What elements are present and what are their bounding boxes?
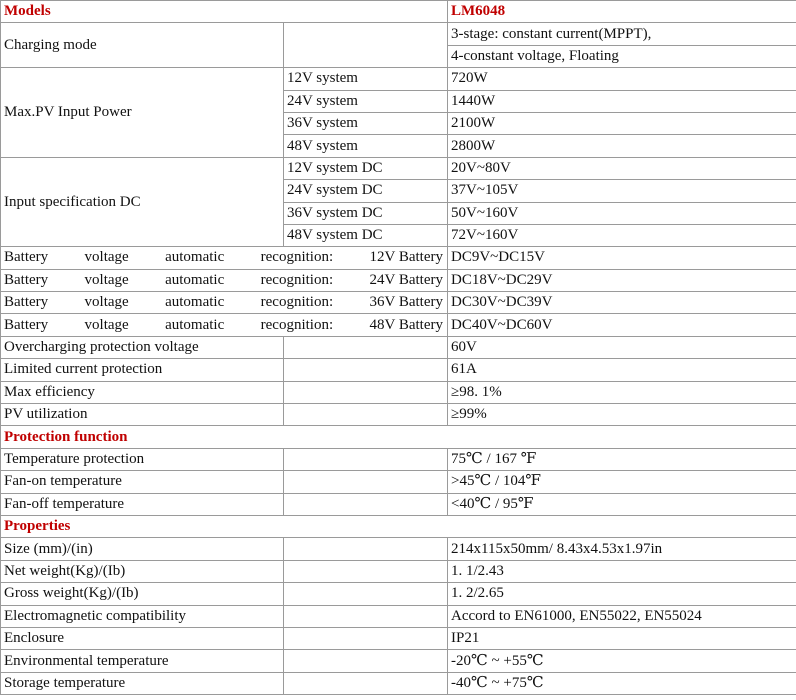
property-label: Net weight(Kg)/(Ib) (1, 560, 284, 582)
property-label: Electromagnetic compatibility (1, 605, 284, 627)
word: recognition: (260, 316, 334, 333)
charging-mode-label: Charging mode (1, 23, 284, 68)
property-value: -40℃ ~ +75℃ (448, 672, 796, 694)
general-row (1, 359, 796, 381)
property-label: Environmental temperature (1, 650, 284, 672)
battery-recognition-label (1, 269, 448, 291)
word: Battery (4, 316, 49, 333)
properties-row (1, 605, 796, 627)
word: recognition: (260, 294, 334, 311)
empty-cell (284, 359, 448, 381)
battery-recognition-label (1, 247, 448, 269)
battery-recognition-row (1, 269, 796, 291)
protection-header-row (1, 426, 796, 448)
model-name: LM6048 (448, 1, 796, 23)
protection-row (1, 448, 796, 470)
word: voltage (84, 249, 129, 266)
property-value: 1. 2/2.65 (448, 583, 796, 605)
battery-recognition-label (1, 314, 448, 336)
max-pv-value: 2800W (448, 135, 796, 157)
protection-row (1, 471, 796, 493)
battery-recognition-row (1, 314, 796, 336)
models-row (1, 1, 796, 23)
word: Battery (4, 249, 49, 266)
word: recognition: (260, 271, 334, 288)
properties-row (1, 583, 796, 605)
battery-recognition-value: DC18V~DC29V (448, 269, 796, 291)
property-value: 214x115x50mm/ 8.43x4.53x1.97in (448, 538, 796, 560)
battery-voltage: 12V Battery (369, 249, 443, 266)
max-pv-value: 2100W (448, 112, 796, 134)
word: automatic (165, 249, 225, 266)
protection-label: Temperature protection (1, 448, 284, 470)
max-pv-system: 12V system (284, 68, 448, 90)
input-spec-row (1, 157, 796, 179)
empty-cell (284, 672, 448, 694)
property-value: IP21 (448, 627, 796, 649)
empty-cell (284, 627, 448, 649)
max-pv-label: Max.PV Input Power (1, 68, 284, 158)
word: automatic (165, 316, 225, 333)
max-pv-system: 24V system (284, 90, 448, 112)
properties-title: Properties (1, 515, 796, 537)
general-value: 61A (448, 359, 796, 381)
empty-cell (284, 583, 448, 605)
empty-cell (284, 336, 448, 358)
charging-mode-empty (284, 23, 448, 68)
charging-mode-row (1, 23, 796, 45)
max-pv-system: 48V system (284, 135, 448, 157)
properties-header-row (1, 515, 796, 537)
protection-value: >45℃ / 104℉ (448, 471, 796, 493)
empty-cell (284, 560, 448, 582)
empty-cell (284, 650, 448, 672)
empty-cell (284, 605, 448, 627)
word: voltage (84, 271, 129, 288)
protection-label: Fan-on temperature (1, 471, 284, 493)
protection-value: <40℃ / 95℉ (448, 493, 796, 515)
empty-cell (284, 538, 448, 560)
properties-row (1, 538, 796, 560)
protection-label: Fan-off temperature (1, 493, 284, 515)
word: voltage (84, 294, 129, 311)
battery-voltage: 48V Battery (369, 316, 443, 333)
general-row (1, 381, 796, 403)
battery-voltage: 36V Battery (369, 294, 443, 311)
properties-row (1, 560, 796, 582)
input-spec-system: 36V system DC (284, 202, 448, 224)
property-label: Storage temperature (1, 672, 284, 694)
empty-cell (284, 471, 448, 493)
charging-mode-value-2: 4-constant voltage, Floating (448, 45, 796, 67)
max-pv-value: 1440W (448, 90, 796, 112)
properties-row (1, 672, 796, 694)
empty-cell (284, 381, 448, 403)
properties-row (1, 627, 796, 649)
property-value: -20℃ ~ +55℃ (448, 650, 796, 672)
empty-cell (284, 448, 448, 470)
word: automatic (165, 271, 225, 288)
property-label: Size (mm)/(in) (1, 538, 284, 560)
word: automatic (165, 294, 225, 311)
word: Battery (4, 271, 49, 288)
models-label: Models (1, 1, 448, 23)
protection-title: Protection function (1, 426, 796, 448)
word: voltage (84, 316, 129, 333)
input-spec-label: Input specification DC (1, 157, 284, 247)
empty-cell (284, 493, 448, 515)
input-spec-system: 48V system DC (284, 224, 448, 246)
general-value: ≥98. 1% (448, 381, 796, 403)
battery-recognition-value: DC40V~DC60V (448, 314, 796, 336)
general-label: Overcharging protection voltage (1, 336, 284, 358)
max-pv-system: 36V system (284, 112, 448, 134)
word: Battery (4, 294, 49, 311)
general-value: ≥99% (448, 404, 796, 426)
general-label: Max efficiency (1, 381, 284, 403)
input-spec-value: 20V~80V (448, 157, 796, 179)
battery-recognition-row (1, 292, 796, 314)
empty-cell (284, 404, 448, 426)
input-spec-system: 12V system DC (284, 157, 448, 179)
battery-recognition-value: DC9V~DC15V (448, 247, 796, 269)
general-row (1, 336, 796, 358)
general-row (1, 404, 796, 426)
max-pv-row (1, 68, 796, 90)
battery-recognition-label (1, 292, 448, 314)
protection-value: 75℃ / 167 ℉ (448, 448, 796, 470)
input-spec-value: 37V~105V (448, 180, 796, 202)
charging-mode-value-1: 3-stage: constant current(MPPT), (448, 23, 796, 45)
battery-recognition-value: DC30V~DC39V (448, 292, 796, 314)
input-spec-value: 72V~160V (448, 224, 796, 246)
word: recognition: (260, 249, 334, 266)
general-label: Limited current protection (1, 359, 284, 381)
battery-voltage: 24V Battery (369, 271, 443, 288)
input-spec-value: 50V~160V (448, 202, 796, 224)
property-value: 1. 1/2.43 (448, 560, 796, 582)
protection-row (1, 493, 796, 515)
general-value: 60V (448, 336, 796, 358)
properties-row (1, 650, 796, 672)
property-label: Gross weight(Kg)/(Ib) (1, 583, 284, 605)
max-pv-value: 720W (448, 68, 796, 90)
property-label: Enclosure (1, 627, 284, 649)
property-value: Accord to EN61000, EN55022, EN55024 (448, 605, 796, 627)
general-label: PV utilization (1, 404, 284, 426)
battery-recognition-row (1, 247, 796, 269)
input-spec-system: 24V system DC (284, 180, 448, 202)
